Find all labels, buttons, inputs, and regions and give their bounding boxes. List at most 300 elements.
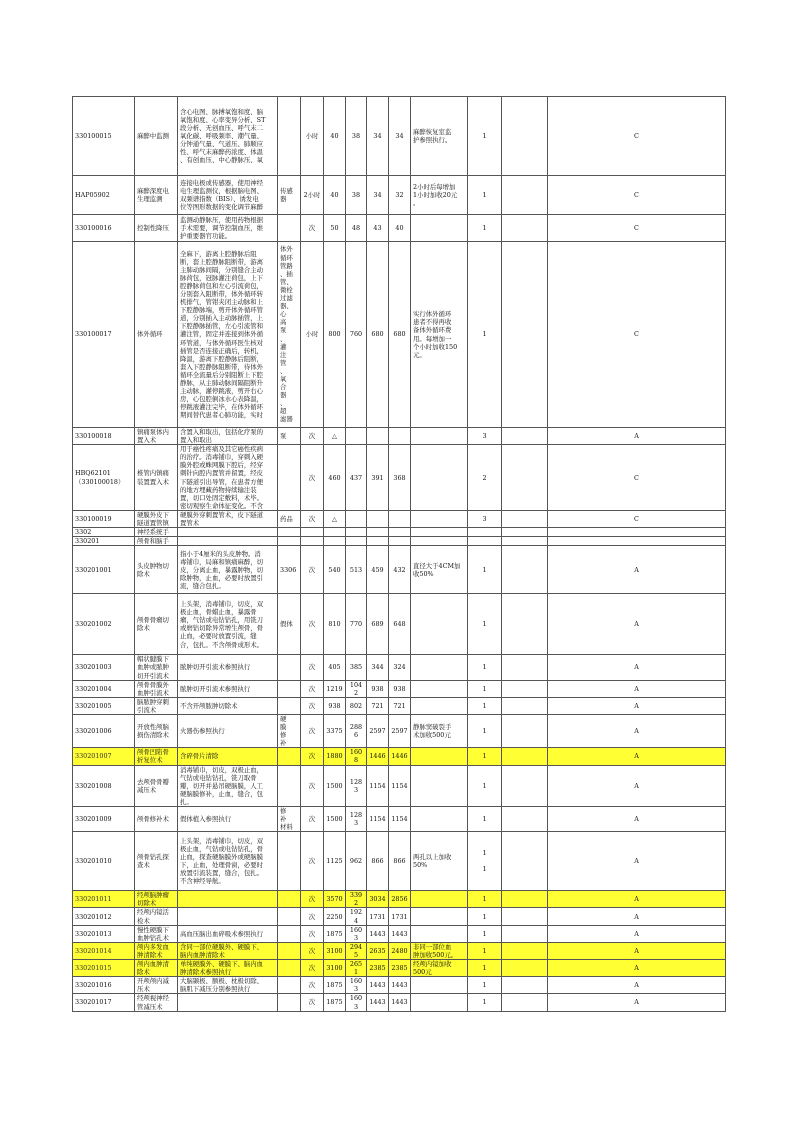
table-row — [73, 655, 726, 680]
item-content: 硬膜外穿刺置管术，皮下隧道 置管术 — [178, 510, 278, 527]
item-content: 监测动静脉压，使用药物根据 手术需要，调节控制血压，维 护重要器官功能。 — [178, 215, 278, 242]
item-content — [178, 994, 278, 1011]
item-exclusions — [278, 537, 301, 546]
item-category: 1 — [468, 942, 502, 959]
price-level-4: 648 — [389, 594, 411, 655]
price-level-1: 50 — [324, 215, 346, 242]
item-exclusions — [278, 908, 301, 925]
item-content: 脓肿切开引流术参照执行 — [178, 680, 278, 697]
price-level-1: 1500 — [324, 765, 346, 806]
price-level-2 — [346, 510, 367, 527]
item-note: 2小时后每增加 1小时加收20元 。 — [411, 176, 468, 215]
price-level-3: 2635 — [367, 942, 389, 959]
item-note — [411, 807, 468, 832]
item-name: 颅骨和脑手 — [135, 537, 178, 546]
item-category: 1 — [468, 994, 502, 1011]
item-unit: 次 — [301, 908, 324, 925]
table-row — [73, 891, 726, 908]
item-class: A — [548, 908, 726, 925]
item-category — [468, 537, 502, 546]
item-blank-column — [502, 680, 548, 697]
item-note: 静脉窦破裂手 术加收500元 — [411, 714, 468, 747]
price-level-3: 721 — [367, 697, 389, 714]
item-class — [548, 528, 726, 537]
price-level-1: 3100 — [324, 960, 346, 977]
item-category: 1 — [468, 215, 502, 242]
item-code: 330201008 — [73, 765, 135, 806]
item-note: 麻醉恢复室监 护参照执行。 — [411, 97, 468, 176]
price-level-2: 760 — [346, 242, 367, 428]
price-level-3: 34 — [367, 97, 389, 176]
item-note — [411, 510, 468, 527]
item-unit: 次 — [301, 680, 324, 697]
item-category: 3 — [468, 510, 502, 527]
item-content: 含心电图、脉搏氧饱和度、脑 氧饱和度、心率变异分析、ST 段分析、无创血压、呼气末二 氧化碳、呼吸频率、潮气量、 分钟通气量、气道压、肺顺应 性、呼气末麻醉药浓度、体温 、有创血压、中心静脉压、氧 — [178, 97, 278, 176]
table-body — [73, 97, 726, 1012]
price-level-2: 770 — [346, 594, 367, 655]
item-name: 慢性硬膜下 血肿钻孔术 — [135, 925, 178, 942]
price-level-1: 810 — [324, 594, 346, 655]
item-exclusions — [278, 97, 301, 176]
item-content: 连接电极或传感器，使用神经 电生理监测仪，根据脑电图、 双频谱指数（BIS）、诱发电 位等图形数据的变化调节麻醉 — [178, 176, 278, 215]
item-name: 颅骨凹陷骨 折复位术 — [135, 748, 178, 765]
price-level-1: 540 — [324, 546, 346, 594]
price-level-3: 391 — [367, 445, 389, 511]
price-level-3 — [367, 428, 389, 445]
price-level-1: 1875 — [324, 925, 346, 942]
item-unit: 小时 — [301, 242, 324, 428]
item-name: 头皮肿物切 除术 — [135, 546, 178, 594]
item-blank-column — [502, 925, 548, 942]
item-content: 大脑颞极、额极、枕极切除、 脑肌下减压分别参照执行 — [178, 977, 278, 994]
item-category: 3 — [468, 428, 502, 445]
price-level-1: 3100 — [324, 942, 346, 959]
item-category: 1 — [468, 176, 502, 215]
item-code: 330100019 — [73, 510, 135, 527]
price-level-4: 2385 — [389, 960, 411, 977]
price-level-1: 460 — [324, 445, 346, 511]
item-class: C — [548, 510, 726, 527]
price-level-2: 1608 — [346, 748, 367, 765]
item-blank-column — [502, 655, 548, 680]
item-exclusions — [278, 748, 301, 765]
price-level-2: 3392 — [346, 891, 367, 908]
item-blank-column — [502, 510, 548, 527]
item-name: 颅骨骨膜外 血肿引流术 — [135, 680, 178, 697]
price-level-3 — [367, 510, 389, 527]
item-exclusions — [278, 994, 301, 1011]
item-blank-column — [502, 445, 548, 511]
item-name: 麻醉中监测 — [135, 97, 178, 176]
item-unit: 次 — [301, 445, 324, 511]
item-blank-column — [502, 994, 548, 1011]
item-exclusions — [278, 528, 301, 537]
price-level-1: 40 — [324, 176, 346, 215]
item-unit: 次 — [301, 215, 324, 242]
item-unit: 次 — [301, 510, 324, 527]
item-code: 330100017 — [73, 242, 135, 428]
item-blank-column — [502, 97, 548, 176]
price-level-2: 385 — [346, 655, 367, 680]
price-level-1: 1875 — [324, 977, 346, 994]
item-content — [178, 537, 278, 546]
item-category: 1 1 — [468, 832, 502, 891]
item-class: A — [548, 994, 726, 1011]
table-row — [73, 714, 726, 747]
item-content: 用于癌性疼痛及其它癌性疾病 的治疗。消毒铺巾，穿刺入硬 膜外腔或蛛网膜下腔后，经穿 刺针向腔内置管并留置，经皮 下隧道引出导管，在患者方便 的地方埋藏药物持续输注装 置，切口处固定敷料，术毕。 密切观察生命体征变化。不含 — [178, 445, 278, 511]
table-row — [73, 832, 726, 891]
price-level-1: 40 — [324, 97, 346, 176]
item-category: 1 — [468, 977, 502, 994]
item-code: 330201014 — [73, 942, 135, 959]
table-row — [73, 807, 726, 832]
item-blank-column — [502, 528, 548, 537]
item-code: 330100016 — [73, 215, 135, 242]
item-code: 330201006 — [73, 714, 135, 747]
item-name: 经颅视神经 管减压术 — [135, 994, 178, 1011]
price-level-4: 34 — [389, 97, 411, 176]
item-note: 经颅内镜加收 500元 — [411, 960, 468, 977]
price-level-2: 38 — [346, 176, 367, 215]
item-exclusions: 药品 — [278, 510, 301, 527]
item-category: 1 — [468, 925, 502, 942]
item-exclusions — [278, 891, 301, 908]
table-row — [73, 942, 726, 959]
price-level-3: 34 — [367, 176, 389, 215]
item-class: A — [548, 942, 726, 959]
item-content: 脓肿切开引流术参照执行 — [178, 655, 278, 680]
price-level-4: 432 — [389, 546, 411, 594]
item-exclusions: 泵 — [278, 428, 301, 445]
item-note — [411, 680, 468, 697]
item-category: 1 — [468, 546, 502, 594]
item-code: 3302 — [73, 528, 135, 537]
item-blank-column — [502, 697, 548, 714]
table-row — [73, 925, 726, 942]
item-blank-column — [502, 242, 548, 428]
item-note — [411, 891, 468, 908]
price-level-3: 1154 — [367, 807, 389, 832]
item-class: C — [548, 445, 726, 511]
item-class: C — [548, 215, 726, 242]
item-code: HBQ62101 （330100018） — [73, 445, 135, 511]
item-content: 高血压脑出血碎吸术参照执行 — [178, 925, 278, 942]
table-row — [73, 765, 726, 806]
item-note: 实行体外循环 患者不得再收 备体外循环费 用。每增加一 个小时加收150 元。 — [411, 242, 468, 428]
item-unit — [301, 528, 324, 537]
item-category: 1 — [468, 960, 502, 977]
item-exclusions — [278, 925, 301, 942]
price-level-2: 1603 — [346, 994, 367, 1011]
price-level-3: 680 — [367, 242, 389, 428]
price-level-2: 1924 — [346, 908, 367, 925]
item-content: 假体植入参照执行 — [178, 807, 278, 832]
price-level-3: 1443 — [367, 994, 389, 1011]
item-note — [411, 977, 468, 994]
price-level-3: 1443 — [367, 977, 389, 994]
item-code: 330201007 — [73, 748, 135, 765]
item-name: 颅骨钻孔探 查术 — [135, 832, 178, 891]
item-name: 颅骨骨瘤切 除术 — [135, 594, 178, 655]
price-level-4: 721 — [389, 697, 411, 714]
item-class: A — [548, 594, 726, 655]
item-content: 上头架，消毒铺巾，切皮，双 极止血，气钻或电钻钻孔，骨 止血，探查硬脑膜外或硬脑膜 下，止血，处理骨窗，必要时 放置引流装置，缝合，包扎。 不含神经导航。 — [178, 832, 278, 891]
price-level-1: 1880 — [324, 748, 346, 765]
price-level-3: 344 — [367, 655, 389, 680]
item-category: 1 — [468, 807, 502, 832]
item-note — [411, 428, 468, 445]
item-code: 330100015 — [73, 97, 135, 176]
price-level-4: 2597 — [389, 714, 411, 747]
item-unit: 次 — [301, 832, 324, 891]
item-class: A — [548, 807, 726, 832]
price-level-2 — [346, 428, 367, 445]
item-code: 330201016 — [73, 977, 135, 994]
table-row — [73, 697, 726, 714]
table-row — [73, 215, 726, 242]
table-row — [73, 97, 726, 176]
item-class: A — [548, 428, 726, 445]
item-exclusions — [278, 942, 301, 959]
table-row — [73, 242, 726, 428]
item-note — [411, 537, 468, 546]
price-level-4: 1154 — [389, 807, 411, 832]
item-blank-column — [502, 807, 548, 832]
item-code: 330201013 — [73, 925, 135, 942]
item-unit: 次 — [301, 748, 324, 765]
item-content: 上头架，消毒铺巾，切皮，双 极止血，骨蜡止血，暴露骨 瘤，气钻或电钻钻孔，用铣刀 或磨钻切除异常增生颅骨，骨 止血，必要时放置引流，缝 合，包扎。不含颅骨成形术。 — [178, 594, 278, 655]
item-exclusions: 3306 — [278, 546, 301, 594]
item-name: 体外循环 — [135, 242, 178, 428]
item-unit: 次 — [301, 942, 324, 959]
item-note — [411, 765, 468, 806]
item-code: 330201002 — [73, 594, 135, 655]
item-unit: 次 — [301, 977, 324, 994]
price-level-4: 324 — [389, 655, 411, 680]
table-row — [73, 680, 726, 697]
price-level-1: 938 — [324, 697, 346, 714]
item-class: A — [548, 546, 726, 594]
item-note — [411, 215, 468, 242]
item-code: 330201012 — [73, 908, 135, 925]
item-exclusions — [278, 977, 301, 994]
price-level-2: 2886 — [346, 714, 367, 747]
item-category: 1 — [468, 242, 502, 428]
item-unit: 次 — [301, 655, 324, 680]
fee-schedule-table — [72, 96, 726, 1012]
item-category: 2 — [468, 445, 502, 511]
price-level-1: △ — [324, 510, 346, 527]
item-name: 麻醉深度电 生理监测 — [135, 176, 178, 215]
item-class: A — [548, 697, 726, 714]
price-level-2 — [346, 528, 367, 537]
item-blank-column — [502, 428, 548, 445]
item-note — [411, 925, 468, 942]
item-code: 330201004 — [73, 680, 135, 697]
item-content — [178, 891, 278, 908]
item-exclusions — [278, 215, 301, 242]
price-level-4 — [389, 528, 411, 537]
item-exclusions — [278, 832, 301, 891]
item-unit: 小时 — [301, 97, 324, 176]
price-level-2: 802 — [346, 697, 367, 714]
item-class: A — [548, 655, 726, 680]
table-row — [73, 908, 726, 925]
item-code: 330201017 — [73, 994, 135, 1011]
item-code: 330201011 — [73, 891, 135, 908]
item-name: 神经系统手 — [135, 528, 178, 537]
item-code: HAP05902 — [73, 176, 135, 215]
item-blank-column — [502, 594, 548, 655]
item-class: C — [548, 242, 726, 428]
item-name: 帽状腱膜下 血肿或脓肿 切开引流术 — [135, 655, 178, 680]
price-level-2: 2651 — [346, 960, 367, 977]
price-level-4: 2856 — [389, 891, 411, 908]
item-name: 开颅颅内减 压术 — [135, 977, 178, 994]
price-level-2: 1603 — [346, 925, 367, 942]
item-blank-column — [502, 977, 548, 994]
price-level-4: 1443 — [389, 977, 411, 994]
item-note — [411, 908, 468, 925]
item-category: 1 — [468, 594, 502, 655]
price-level-1 — [324, 537, 346, 546]
table-row — [73, 994, 726, 1011]
price-level-4: 680 — [389, 242, 411, 428]
item-unit: 次 — [301, 807, 324, 832]
price-level-3: 459 — [367, 546, 389, 594]
price-level-3: 1731 — [367, 908, 389, 925]
price-level-3: 43 — [367, 215, 389, 242]
price-level-1: 800 — [324, 242, 346, 428]
item-unit: 次 — [301, 594, 324, 655]
price-level-1: △ — [324, 428, 346, 445]
item-note: 直径大于4CM加 收50% — [411, 546, 468, 594]
item-content: 全麻下，游离上腔静脉后阻 断，套上腔静脉阻断带，游离 主肺动脉间隔，分别缝合主动 脉荷包，冠脉灌注荷包，上下 腔静脉荷包和左心引流荷包， 分别套入阻断带，体外循环转 机排气，管钳夹闭主动脉和上 下腔静脉端，剪开体外循环管 道，分别插入主动脉插管，上 下腔静脉插管，左心引流管和 灌注管，固定并连接到体外循 环管道，与体外循环医生核对 插管是否连接正确后，转机， 降温，游离下腔静脉后阻断， 套入下腔静脉阻断带，待体外 循环全流量后分别阻断上下腔 静脉，从主肺动脉间隔阻断升 主动脉，灌停跳液，剪开右心 房，心包腔倒冰水心表降温， 停跳液灌注完毕，在体外循环 期间替代患者心肺功能，实时 — [178, 242, 278, 428]
item-note — [411, 655, 468, 680]
item-category: 1 — [468, 97, 502, 176]
item-category: 1 — [468, 891, 502, 908]
price-level-2: 1042 — [346, 680, 367, 697]
price-level-2: 1283 — [346, 765, 367, 806]
price-level-1: 1219 — [324, 680, 346, 697]
item-blank-column — [502, 537, 548, 546]
item-exclusions: 硬 膜 修 补 — [278, 714, 301, 747]
price-level-1: 3570 — [324, 891, 346, 908]
item-code: 330201015 — [73, 960, 135, 977]
table-row — [73, 510, 726, 527]
item-content — [178, 908, 278, 925]
item-class: C — [548, 97, 726, 176]
item-exclusions: 传感 器 — [278, 176, 301, 215]
item-content — [178, 528, 278, 537]
item-blank-column — [502, 765, 548, 806]
item-blank-column — [502, 714, 548, 747]
item-exclusions — [278, 445, 301, 511]
price-level-4: 1443 — [389, 994, 411, 1011]
table-row — [73, 445, 726, 511]
item-class: A — [548, 891, 726, 908]
price-level-3: 2597 — [367, 714, 389, 747]
item-class: A — [548, 680, 726, 697]
item-unit: 次 — [301, 428, 324, 445]
price-level-4: 866 — [389, 832, 411, 891]
table-row — [73, 960, 726, 977]
item-code: 330201005 — [73, 697, 135, 714]
item-note — [411, 528, 468, 537]
price-level-3: 3034 — [367, 891, 389, 908]
price-level-4 — [389, 537, 411, 546]
item-exclusions — [278, 697, 301, 714]
item-unit: 次 — [301, 714, 324, 747]
price-level-2: 2945 — [346, 942, 367, 959]
price-level-1: 3375 — [324, 714, 346, 747]
price-level-4: 1443 — [389, 925, 411, 942]
item-name: 经颅内镜活 检术 — [135, 908, 178, 925]
item-class: A — [548, 748, 726, 765]
price-level-2: 1283 — [346, 807, 367, 832]
price-level-1: 1875 — [324, 994, 346, 1011]
table-row — [73, 428, 726, 445]
item-name: 颅内血肿清 除术 — [135, 960, 178, 977]
item-unit: 次 — [301, 960, 324, 977]
table-row — [73, 748, 726, 765]
price-level-4: 2480 — [389, 942, 411, 959]
table-row — [73, 594, 726, 655]
item-note: 两孔以上加收 50% — [411, 832, 468, 891]
item-category: 1 — [468, 714, 502, 747]
price-level-4: 40 — [389, 215, 411, 242]
item-class: A — [548, 765, 726, 806]
item-category — [468, 528, 502, 537]
price-level-3 — [367, 528, 389, 537]
price-level-3 — [367, 537, 389, 546]
item-exclusions: 体外 循环 管路 、插 管、 微栓 过滤 器、 心 高 泵 、 灌 注 管 、 氧 合 器 、 超 滤器 — [278, 242, 301, 428]
table-row — [73, 977, 726, 994]
item-category: 1 — [468, 655, 502, 680]
item-unit — [301, 537, 324, 546]
item-name: 经颅脑肿瘤 切除术 — [135, 891, 178, 908]
item-unit: 次 — [301, 546, 324, 594]
item-class: A — [548, 960, 726, 977]
item-name: 控制性降压 — [135, 215, 178, 242]
item-unit: 次 — [301, 891, 324, 908]
item-content: 含置入和取出，包括化疗泵的 置入和取出 — [178, 428, 278, 445]
item-class: A — [548, 977, 726, 994]
item-content: 不含开颅脓肿切除术 — [178, 697, 278, 714]
item-class: A — [548, 925, 726, 942]
item-category: 1 — [468, 765, 502, 806]
item-note — [411, 994, 468, 1011]
item-blank-column — [502, 215, 548, 242]
price-level-3: 2385 — [367, 960, 389, 977]
price-level-4 — [389, 510, 411, 527]
item-note — [411, 594, 468, 655]
table-row — [73, 546, 726, 594]
item-unit: 次 — [301, 994, 324, 1011]
price-level-2: 437 — [346, 445, 367, 511]
price-level-1: 405 — [324, 655, 346, 680]
item-name: 颅骨修补术 — [135, 807, 178, 832]
table-row — [73, 528, 726, 537]
item-content: 指小于4厘米的头皮肿物。消 毒铺巾，局麻和镇痛麻醉，切 皮，分离止血，暴露肿物，切 除肿物，止血，必要时放置引 流，缝合包扎。 — [178, 546, 278, 594]
item-code: 330201009 — [73, 807, 135, 832]
item-code: 330201003 — [73, 655, 135, 680]
item-unit: 次 — [301, 697, 324, 714]
item-blank-column — [502, 960, 548, 977]
item-class: A — [548, 832, 726, 891]
item-category: 1 — [468, 908, 502, 925]
item-name: 颅内多发血 肿清除术 — [135, 942, 178, 959]
